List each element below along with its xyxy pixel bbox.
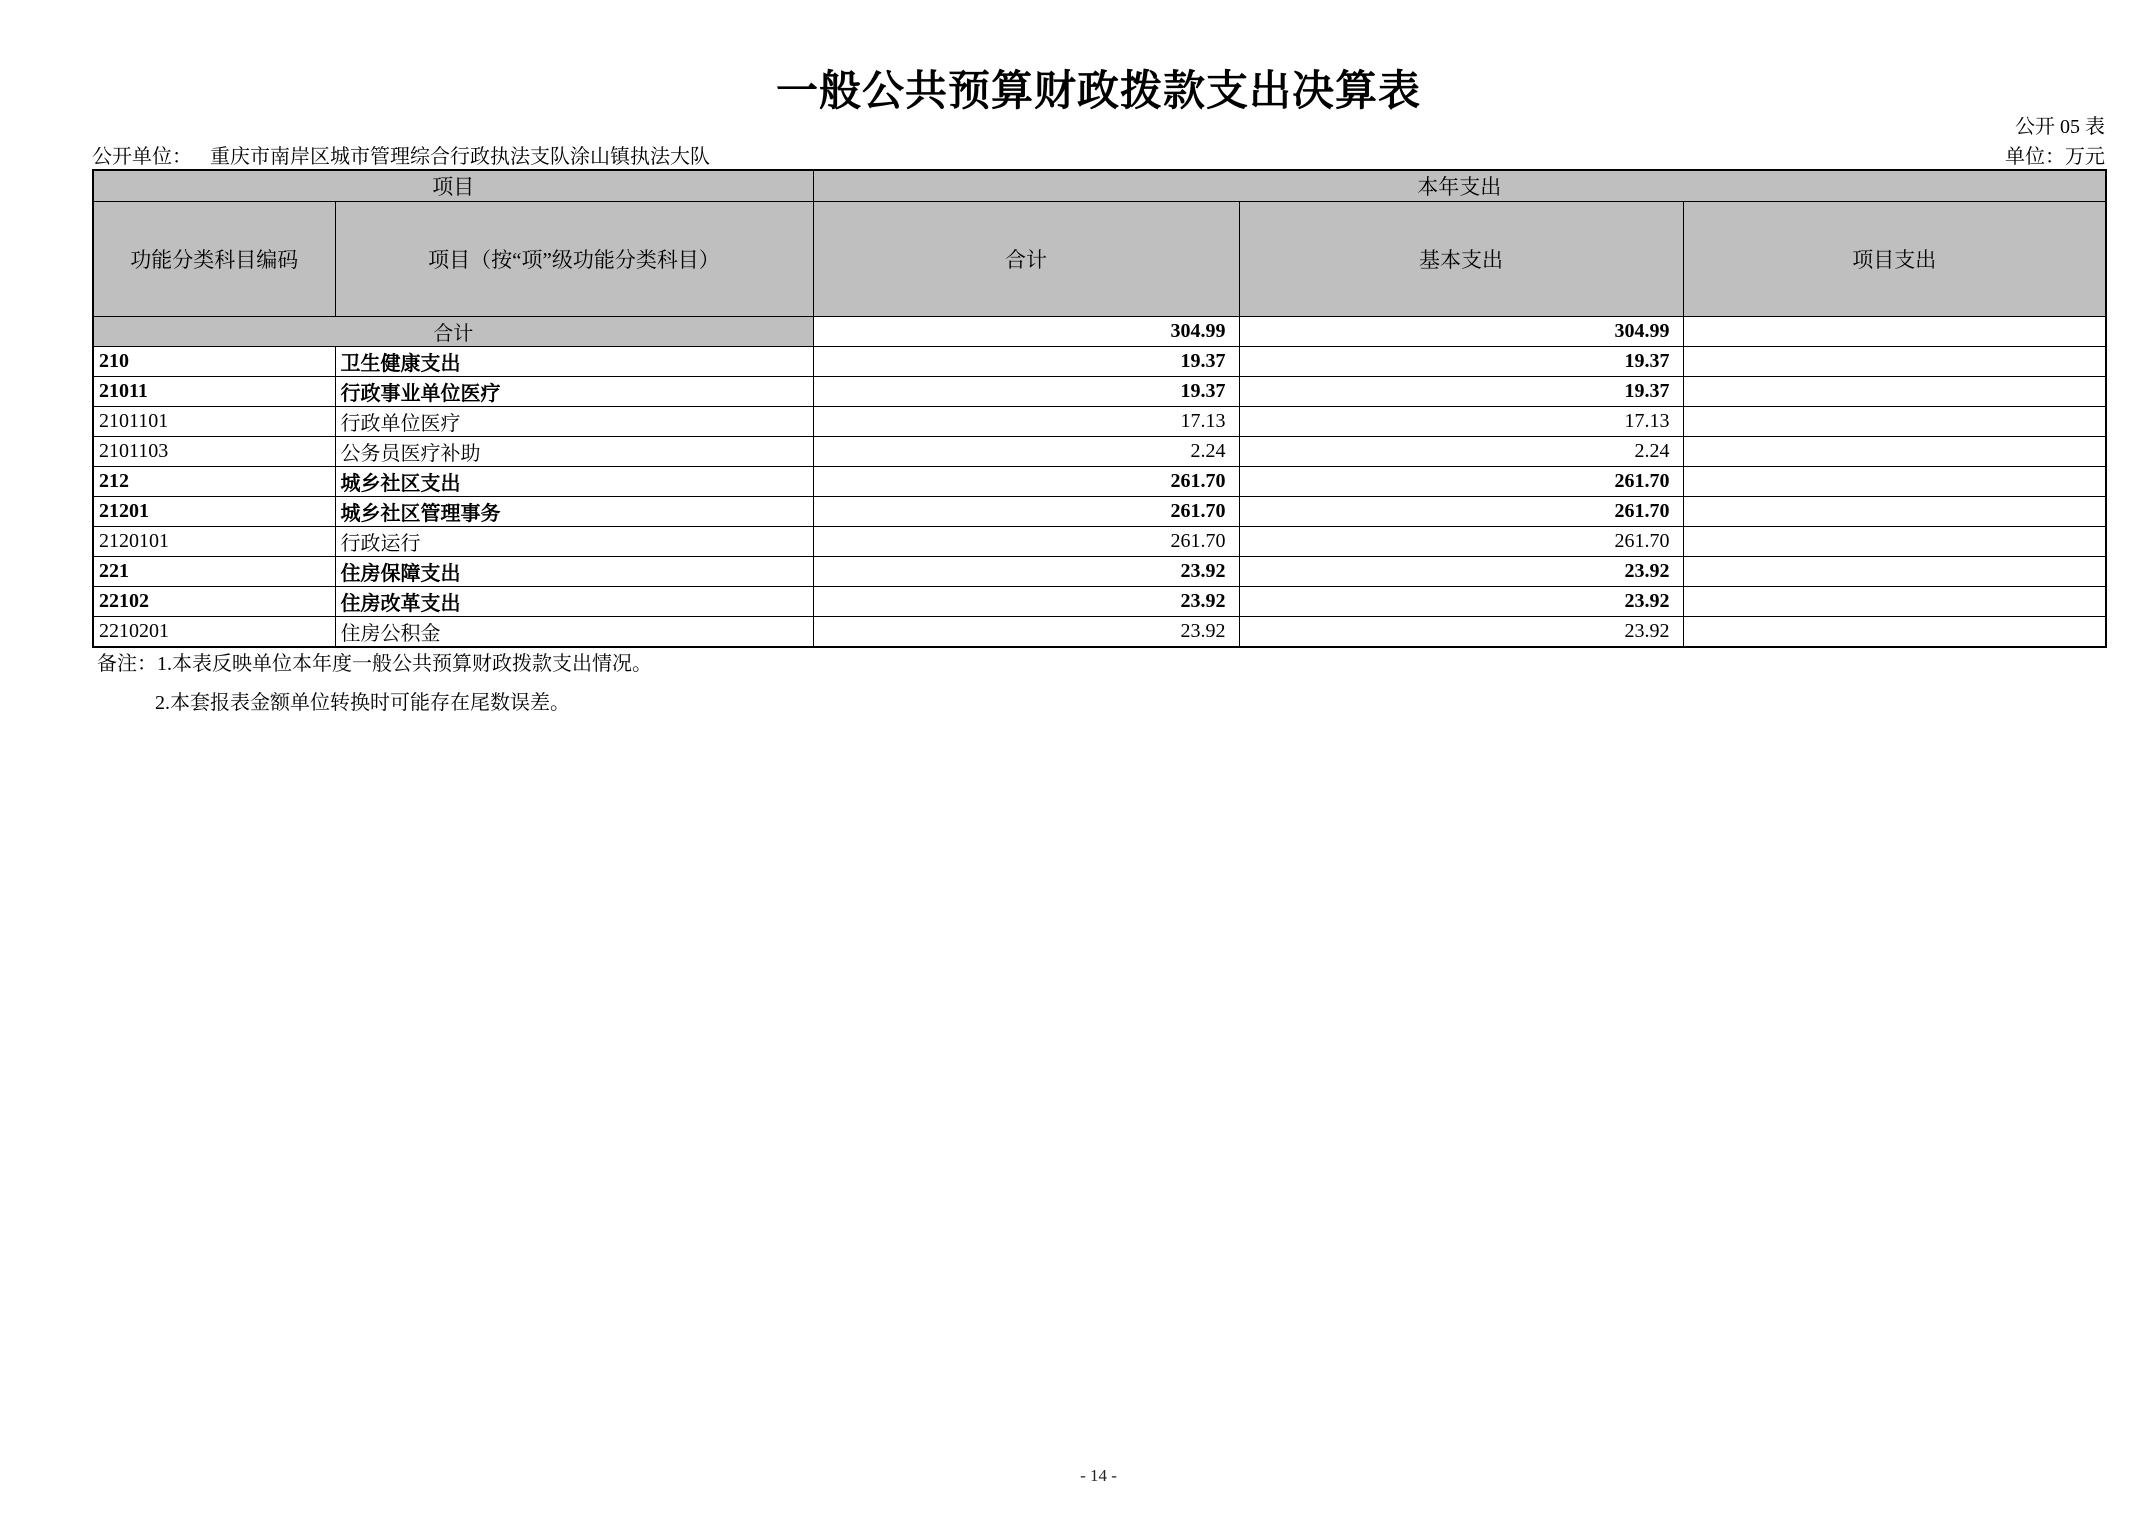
header-col-item: 项目（按“项”级功能分类科目） (335, 202, 813, 317)
header-group-row (93, 170, 2106, 202)
unit-label: 公开单位： (92, 146, 192, 168)
table-row (93, 347, 2106, 377)
table-row (93, 377, 2106, 407)
table-row (93, 557, 2106, 587)
unit-name: 重庆市南岸区城市管理综合行政执法支队涂山镇执法大队 (210, 146, 710, 168)
row-name: 城乡社区管理事务 (335, 497, 813, 527)
row-total: 2.24 (813, 437, 1239, 467)
row-project (1683, 347, 2106, 377)
row-name: 行政事业单位医疗 (335, 377, 813, 407)
header-columns-row (93, 202, 2106, 317)
row-total: 19.37 (813, 377, 1239, 407)
row-name: 住房保障支出 (335, 557, 813, 587)
row-project (1683, 467, 2106, 497)
row-name: 公务员医疗补助 (335, 437, 813, 467)
total-row-basic: 304.99 (1239, 317, 1683, 347)
row-total: 17.13 (813, 407, 1239, 437)
row-code: 221 (93, 557, 335, 587)
total-row (93, 317, 2106, 347)
table-row (93, 467, 2106, 497)
row-project (1683, 497, 2106, 527)
table-code: 公开 05 表 (2015, 116, 2105, 138)
meta-line (92, 140, 2105, 169)
header-col-code: 功能分类科目编码 (93, 202, 335, 317)
row-total: 261.70 (813, 467, 1239, 497)
row-project (1683, 557, 2106, 587)
unit-of-measure: 单位：万元 (2005, 146, 2105, 168)
row-name: 住房改革支出 (335, 587, 813, 617)
table-row (93, 617, 2106, 648)
row-basic: 19.37 (1239, 377, 1683, 407)
row-code: 21201 (93, 497, 335, 527)
table-row (93, 407, 2106, 437)
header-col-project: 项目支出 (1683, 202, 2106, 317)
row-project (1683, 527, 2106, 557)
page-title: 一般公共预算财政拨款支出决算表 (775, 69, 1421, 115)
row-project (1683, 617, 2106, 648)
table-row (93, 437, 2106, 467)
row-total: 261.70 (813, 527, 1239, 557)
row-basic: 261.70 (1239, 467, 1683, 497)
row-code: 22102 (93, 587, 335, 617)
total-row-label: 合计 (93, 317, 813, 347)
page-number: - 14 - (1080, 1466, 1117, 1485)
table-row (93, 587, 2106, 617)
row-basic: 19.37 (1239, 347, 1683, 377)
row-code: 2101103 (93, 437, 335, 467)
header-col-basic: 基本支出 (1239, 202, 1683, 317)
footnote-line-1: 备注：1.本表反映单位本年度一般公共预算财政拨款支出情况。 (97, 653, 652, 675)
total-row-total: 304.99 (813, 317, 1239, 347)
row-project (1683, 437, 2106, 467)
row-project (1683, 587, 2106, 617)
row-total: 23.92 (813, 617, 1239, 648)
total-row-project (1683, 317, 2106, 347)
row-project (1683, 377, 2106, 407)
row-basic: 261.70 (1239, 527, 1683, 557)
table-row (93, 497, 2106, 527)
row-code: 2120101 (93, 527, 335, 557)
row-name: 住房公积金 (335, 617, 813, 648)
row-code: 210 (93, 347, 335, 377)
publishing-unit (92, 140, 710, 169)
row-basic: 23.92 (1239, 557, 1683, 587)
row-total: 23.92 (813, 557, 1239, 587)
footnotes (97, 645, 652, 723)
row-code: 2210201 (93, 617, 335, 648)
row-total: 23.92 (813, 587, 1239, 617)
row-project (1683, 407, 2106, 437)
row-total: 261.70 (813, 497, 1239, 527)
header-col-total: 合计 (813, 202, 1239, 317)
row-total: 19.37 (813, 347, 1239, 377)
row-basic: 2.24 (1239, 437, 1683, 467)
row-code: 21011 (93, 377, 335, 407)
header-group-current-year: 本年支出 (813, 170, 2106, 202)
row-name: 卫生健康支出 (335, 347, 813, 377)
row-basic: 23.92 (1239, 617, 1683, 648)
row-name: 行政运行 (335, 527, 813, 557)
header-group-project: 项目 (93, 170, 813, 202)
row-basic: 261.70 (1239, 497, 1683, 527)
decision-table (92, 169, 2107, 648)
row-name: 行政单位医疗 (335, 407, 813, 437)
row-code: 212 (93, 467, 335, 497)
row-basic: 17.13 (1239, 407, 1683, 437)
row-code: 2101101 (93, 407, 335, 437)
table-row (93, 527, 2106, 557)
row-name: 城乡社区支出 (335, 467, 813, 497)
footnote-line-2: 2.本套报表金额单位转换时可能存在尾数误差。 (155, 692, 570, 714)
row-basic: 23.92 (1239, 587, 1683, 617)
